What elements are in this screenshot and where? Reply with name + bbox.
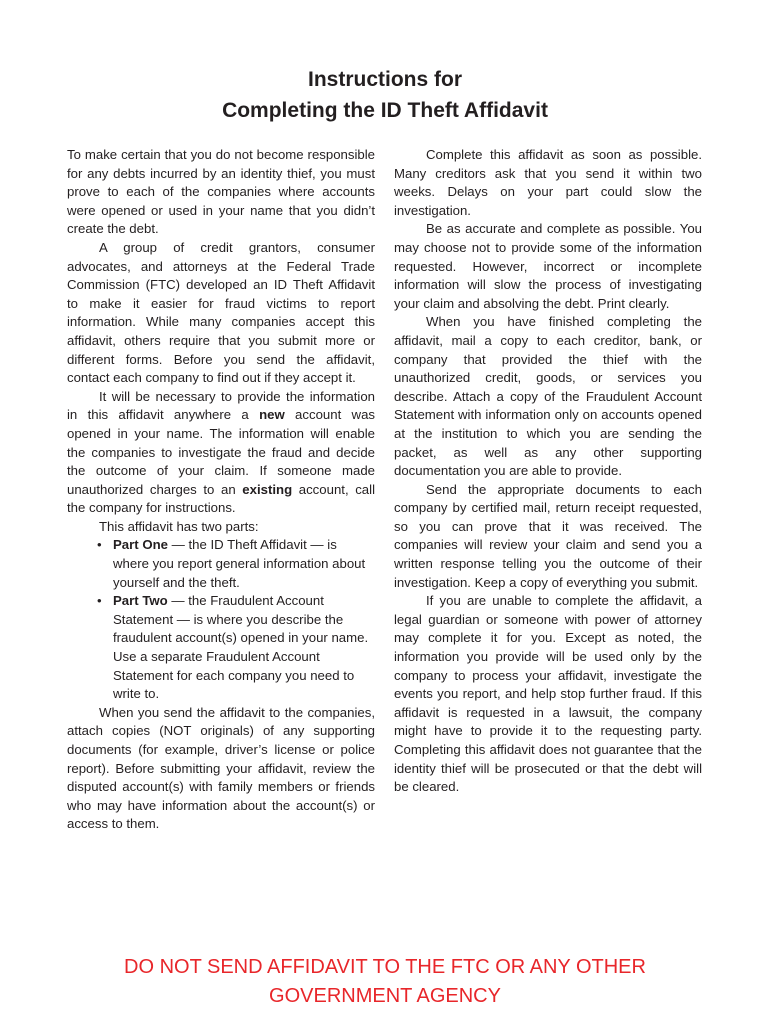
right-paragraph-1: Complete this affidavit as soon as possible. Many creditors ask that you send it within two weeks. Delays on your part could slow the investigation. bbox=[394, 147, 702, 218]
list-item bbox=[67, 536, 375, 592]
title-line-1: Instructions for bbox=[307, 68, 462, 91]
left-paragraph-5: When you send the affidavit to the companies, attach copies (NOT originals) of any supporting documents (for example, driver’s license or police report). Before submitting your affidavit, review the disputed account(s) with family members or friends who may have information about the account(s) or access to them. bbox=[67, 704, 375, 832]
left-paragraph-4: This affidavit has two parts: bbox=[99, 518, 259, 534]
left-paragraph-1: To make certain that you do not become responsible for any debts incurred by an identity thief, you must prove to each of the companies where accounts were opened or used in your name that you didn’t create the debt. bbox=[67, 147, 375, 237]
left-column bbox=[67, 146, 375, 834]
parts-list bbox=[67, 536, 375, 703]
list-item bbox=[67, 592, 375, 704]
left-paragraph-3-text-a: It will be necessary to provide the information in this affidavit anywhere a bbox=[67, 388, 375, 423]
new-emphasis: new bbox=[259, 407, 285, 423]
left-paragraph-3-text-c: account, call the company for instructions. bbox=[67, 481, 376, 516]
part-one-label: Part One bbox=[113, 537, 168, 553]
part-two-label: Part Two bbox=[113, 593, 168, 609]
part-one-description: — the ID Theft Affidavit — is where you report general information about yourself and the theft. bbox=[113, 537, 366, 590]
bullet-icon: • bbox=[97, 593, 102, 609]
right-paragraph-2: Be as accurate and complete as possible. You may choose not to provide some of the information requested. However, incorrect or incomplete information will slow the process of investigating your claim and absolving the debt. Print clearly. bbox=[394, 221, 702, 311]
part-two-description: — the Fraudulent Account Statement — is where you describe the fraudulent account(s) opened in your name. Use a separate Fraudulent Account Statement for each company you need to write to. bbox=[113, 593, 369, 702]
right-paragraph-3: When you have finished completing the affidavit, mail a copy to each creditor, bank, or company that provided the thief with the unauthorized credit, goods, or services you describe. Attach a copy of the Fraudulent Account Statement with information only on accounts opened at the institution to which you are sending the packet, as well as any other supporting documentation you are able to provide. bbox=[394, 314, 702, 479]
right-paragraph-5: If you are unable to complete the affidavit, a legal guardian or someone with power of attorney may complete it for you. Except as noted, the information you provide will be used only by the company to process your affidavit, investigate the events you report, and help stop further fraud. If this affidavit is requested in a lawsuit, the company might have to provide it to the requesting party. Completing this affidavit does not guarantee that the identity thief will be prosecuted or that the debt will be cleared. bbox=[394, 593, 702, 795]
warning-line-2: GOVERNMENT AGENCY bbox=[269, 985, 501, 1007]
title-line-2: Completing the ID Theft Affidavit bbox=[222, 99, 548, 122]
left-paragraph-3-text-b: account was opened in your name. The information will enable the companies to investigate the fraud and decide the outcome of your claim. If someone made unauthorized charges to an bbox=[67, 407, 375, 497]
right-paragraph-4: Send the appropriate documents to each company by certified mail, return receipt requested, so you can prove that it was received. The companies will review your claim and send you a written response telling you the outcome of their investigation. Keep a copy of everything you submit. bbox=[394, 481, 702, 590]
left-paragraph-3 bbox=[67, 388, 375, 518]
right-column bbox=[394, 146, 702, 797]
page-title bbox=[0, 64, 770, 126]
left-paragraph-2: A group of credit grantors, consumer advocates, and attorneys at the Federal Trade Commission (FTC) developed an ID Theft Affidavit to make it easier for fraud victims to report information. While many companies accept this affidavit, others require that you submit more or different forms. Before you send the affidavit, contact each company to find out if they accept it. bbox=[67, 239, 375, 386]
bullet-icon: • bbox=[97, 537, 102, 553]
warning-notice bbox=[0, 953, 770, 1011]
warning-line-1: DO NOT SEND AFFIDAVIT TO THE FTC OR ANY OTHER bbox=[124, 956, 646, 978]
existing-emphasis: existing bbox=[242, 481, 293, 497]
